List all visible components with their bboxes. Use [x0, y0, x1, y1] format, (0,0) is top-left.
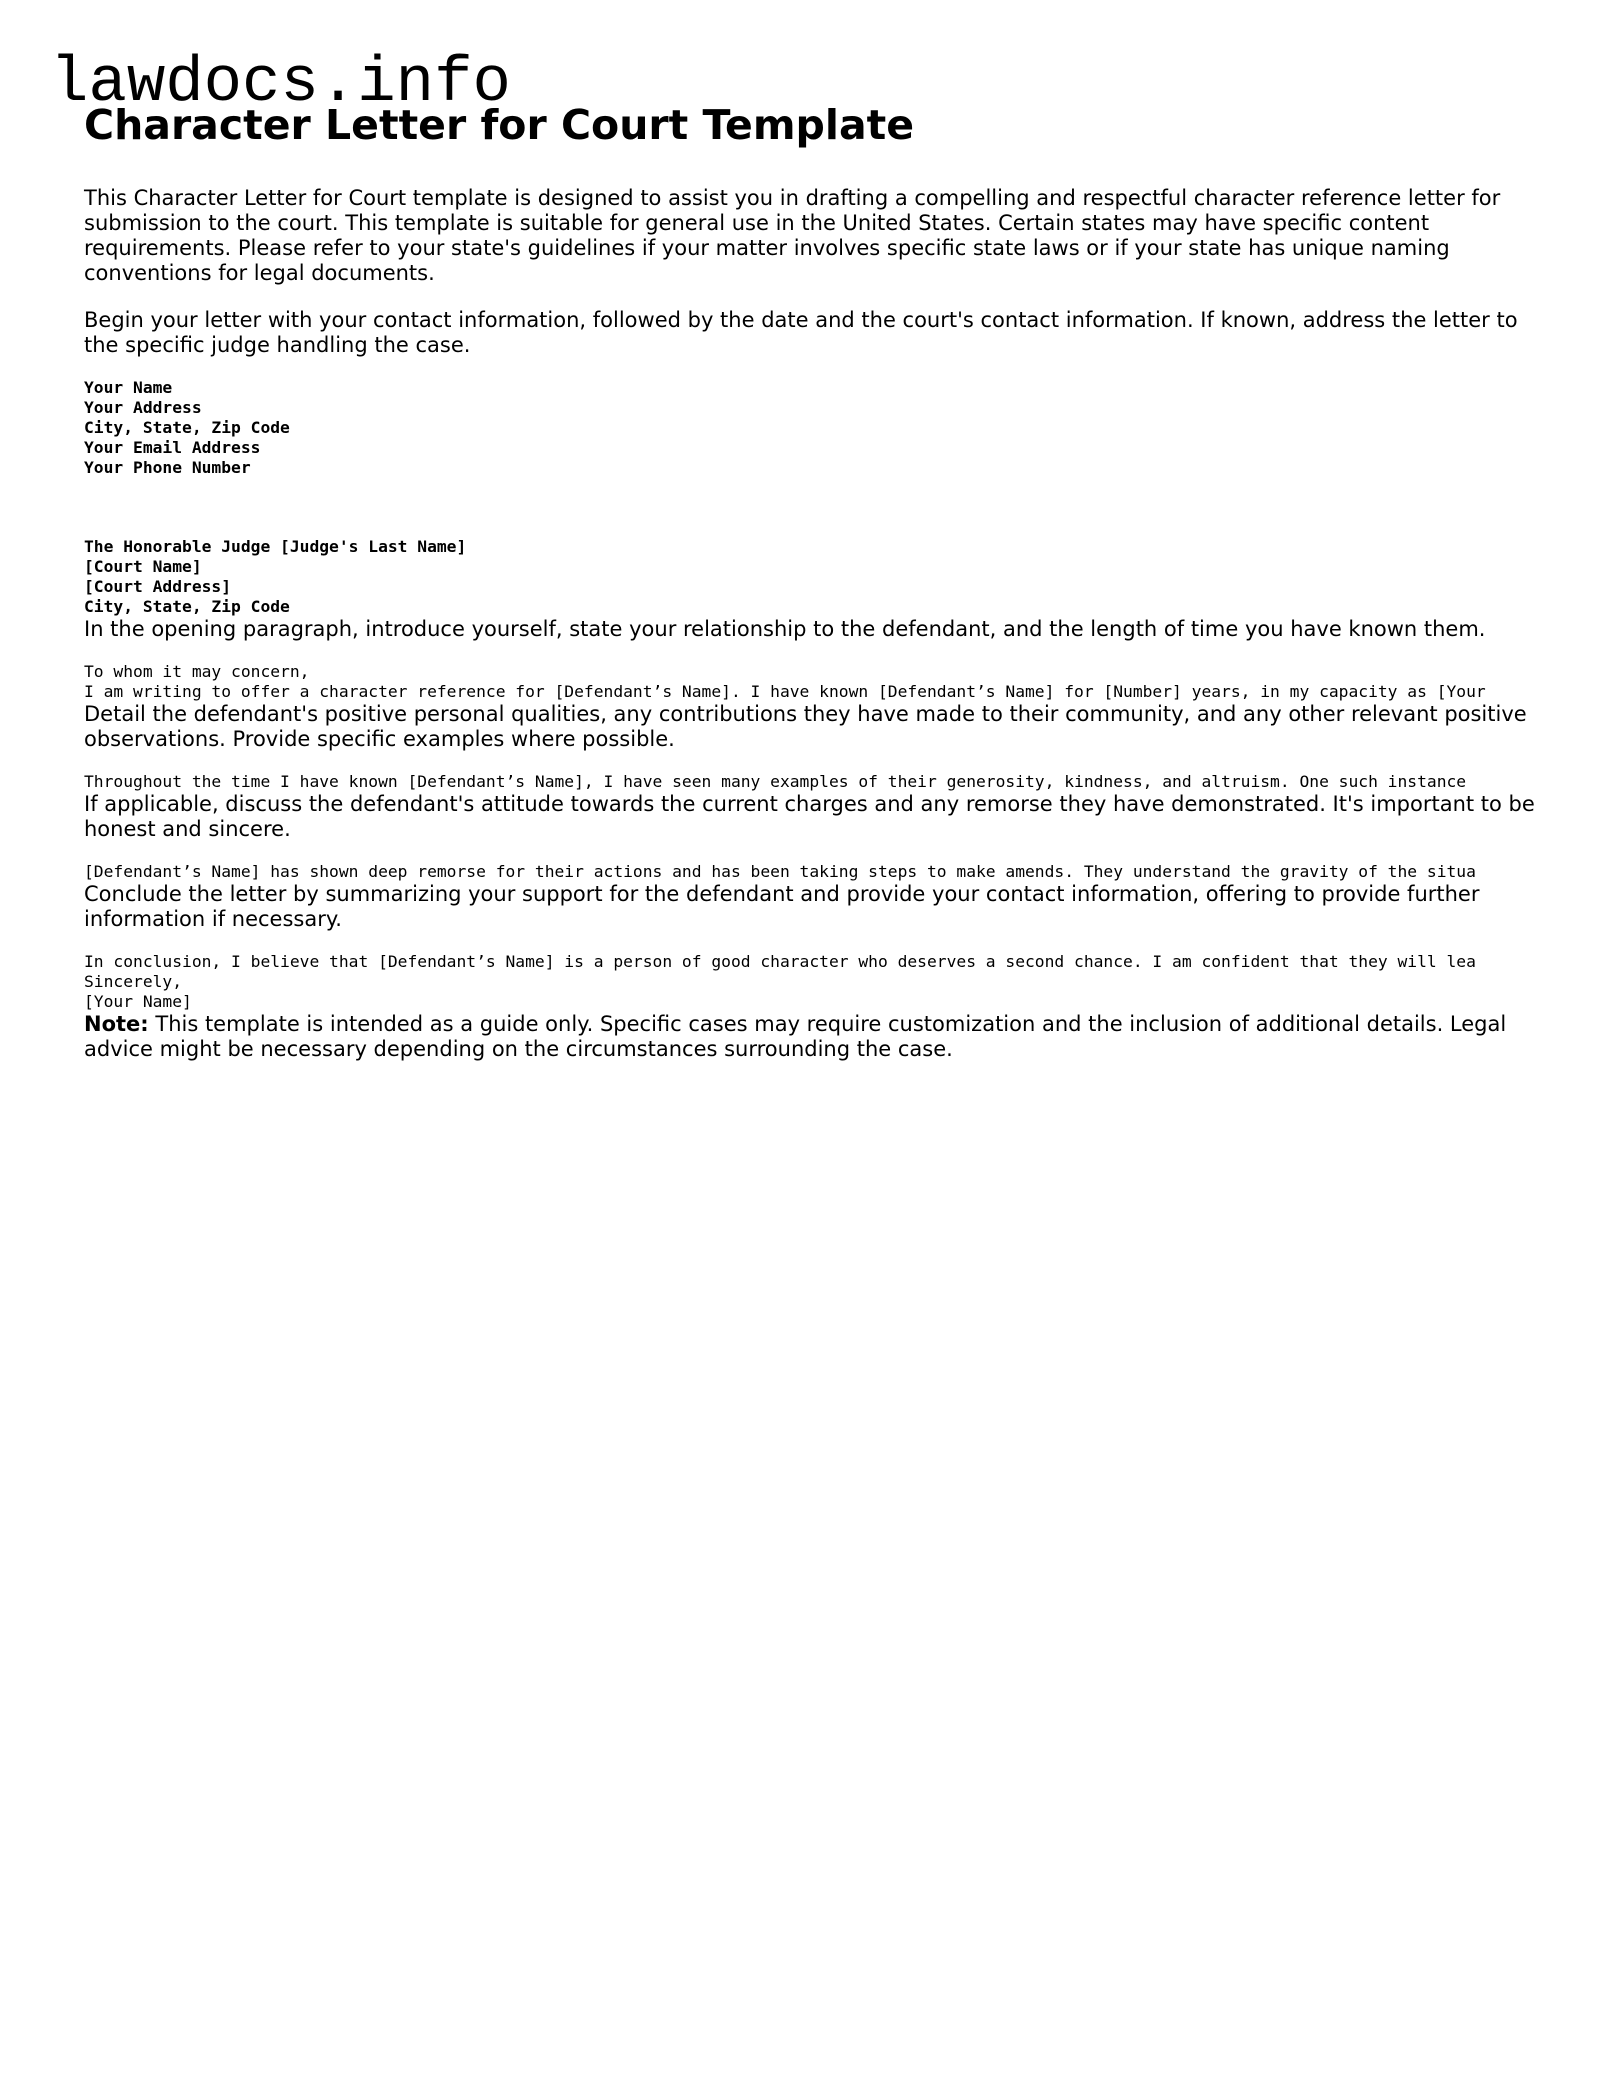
- sender-line: Your Phone Number: [84, 458, 251, 477]
- instruction-remorse: If applicable, discuss the defendant's attitude towards the current charges and any remorse they have demonstrated. It's important to be honest and sincere.: [84, 792, 1535, 841]
- instruction-conclusion: Conclude the letter by summarizing your support for the defendant and provide your contact information, offering to provide further information if necessary.: [84, 882, 1480, 931]
- document-body: [84, 96, 1540, 1084]
- recipient-address-block: [84, 537, 1540, 617]
- closing-line: Sincerely,: [84, 972, 183, 991]
- sender-line: Your Name: [84, 378, 173, 397]
- recipient-line: City, State, Zip Code: [84, 597, 290, 616]
- note-paragraph: [84, 1012, 1540, 1062]
- spacer: [84, 478, 1540, 537]
- letter-qualities-text: Throughout the time I have known [Defendant’s Name], I have seen many examples of their generosity, kindness, and altruism. One such instance: [84, 772, 1467, 791]
- intro-paragraph: This Character Letter for Court template is designed to assist you in drafting a compelling and respectful character reference letter for submission to the court. This template is suitable for general use in the United States. Certain states may have specific content requirements. Please refer to your state's guidelines if your matter involves specific state laws or if your state has unique naming conventions for legal documents.: [84, 186, 1501, 285]
- page-title: Character Letter for Court Template: [84, 101, 915, 149]
- letter-remorse-text: [Defendant’s Name] has shown deep remorse for their actions and has been taking steps to make amends. They understand the gravity of the situa: [84, 862, 1476, 881]
- recipient-line: [Court Name]: [84, 557, 202, 576]
- sender-line: Your Address: [84, 398, 202, 417]
- recipient-line: The Honorable Judge [Judge's Last Name]: [84, 537, 467, 556]
- sender-address-block: [84, 378, 1540, 478]
- instruction-qualities: Detail the defendant's positive personal qualities, any contributions they have made to their community, and any other relevant positive observations. Provide specific examples where possible.: [84, 702, 1527, 751]
- letter-conclusion-text: In conclusion, I believe that [Defendant’s Name] is a person of good character who deserves a second chance. I am confident that they will lea: [84, 952, 1476, 971]
- note-label: Note:: [84, 1012, 149, 1036]
- sender-line: Your Email Address: [84, 438, 261, 457]
- salutation: To whom it may concern,: [84, 662, 310, 681]
- closing-line: [Your Name]: [84, 992, 192, 1011]
- instruction-opening: In the opening paragraph, introduce yourself, state your relationship to the defendant, and the length of time you have known them.: [84, 617, 1486, 641]
- note-text: This template is intended as a guide only. Specific cases may require customization and the inclusion of additional details. Legal advice might be necessary depending on the circumstances surrounding the case.: [84, 1012, 1507, 1061]
- instruction-header: Begin your letter with your contact information, followed by the date and the court's contact information. If known, address the letter to the specific judge handling the case.: [84, 308, 1518, 357]
- letter-closing: [84, 972, 1540, 1012]
- watermark-logo: lawdocs.info: [50, 48, 511, 120]
- letter-opening-text: I am writing to offer a character reference for [Defendant’s Name]. I have known [Defendant’s Name] for [Number] years, in my capacity as [Your: [84, 682, 1486, 701]
- recipient-line: [Court Address]: [84, 577, 232, 596]
- sender-line: City, State, Zip Code: [84, 418, 290, 437]
